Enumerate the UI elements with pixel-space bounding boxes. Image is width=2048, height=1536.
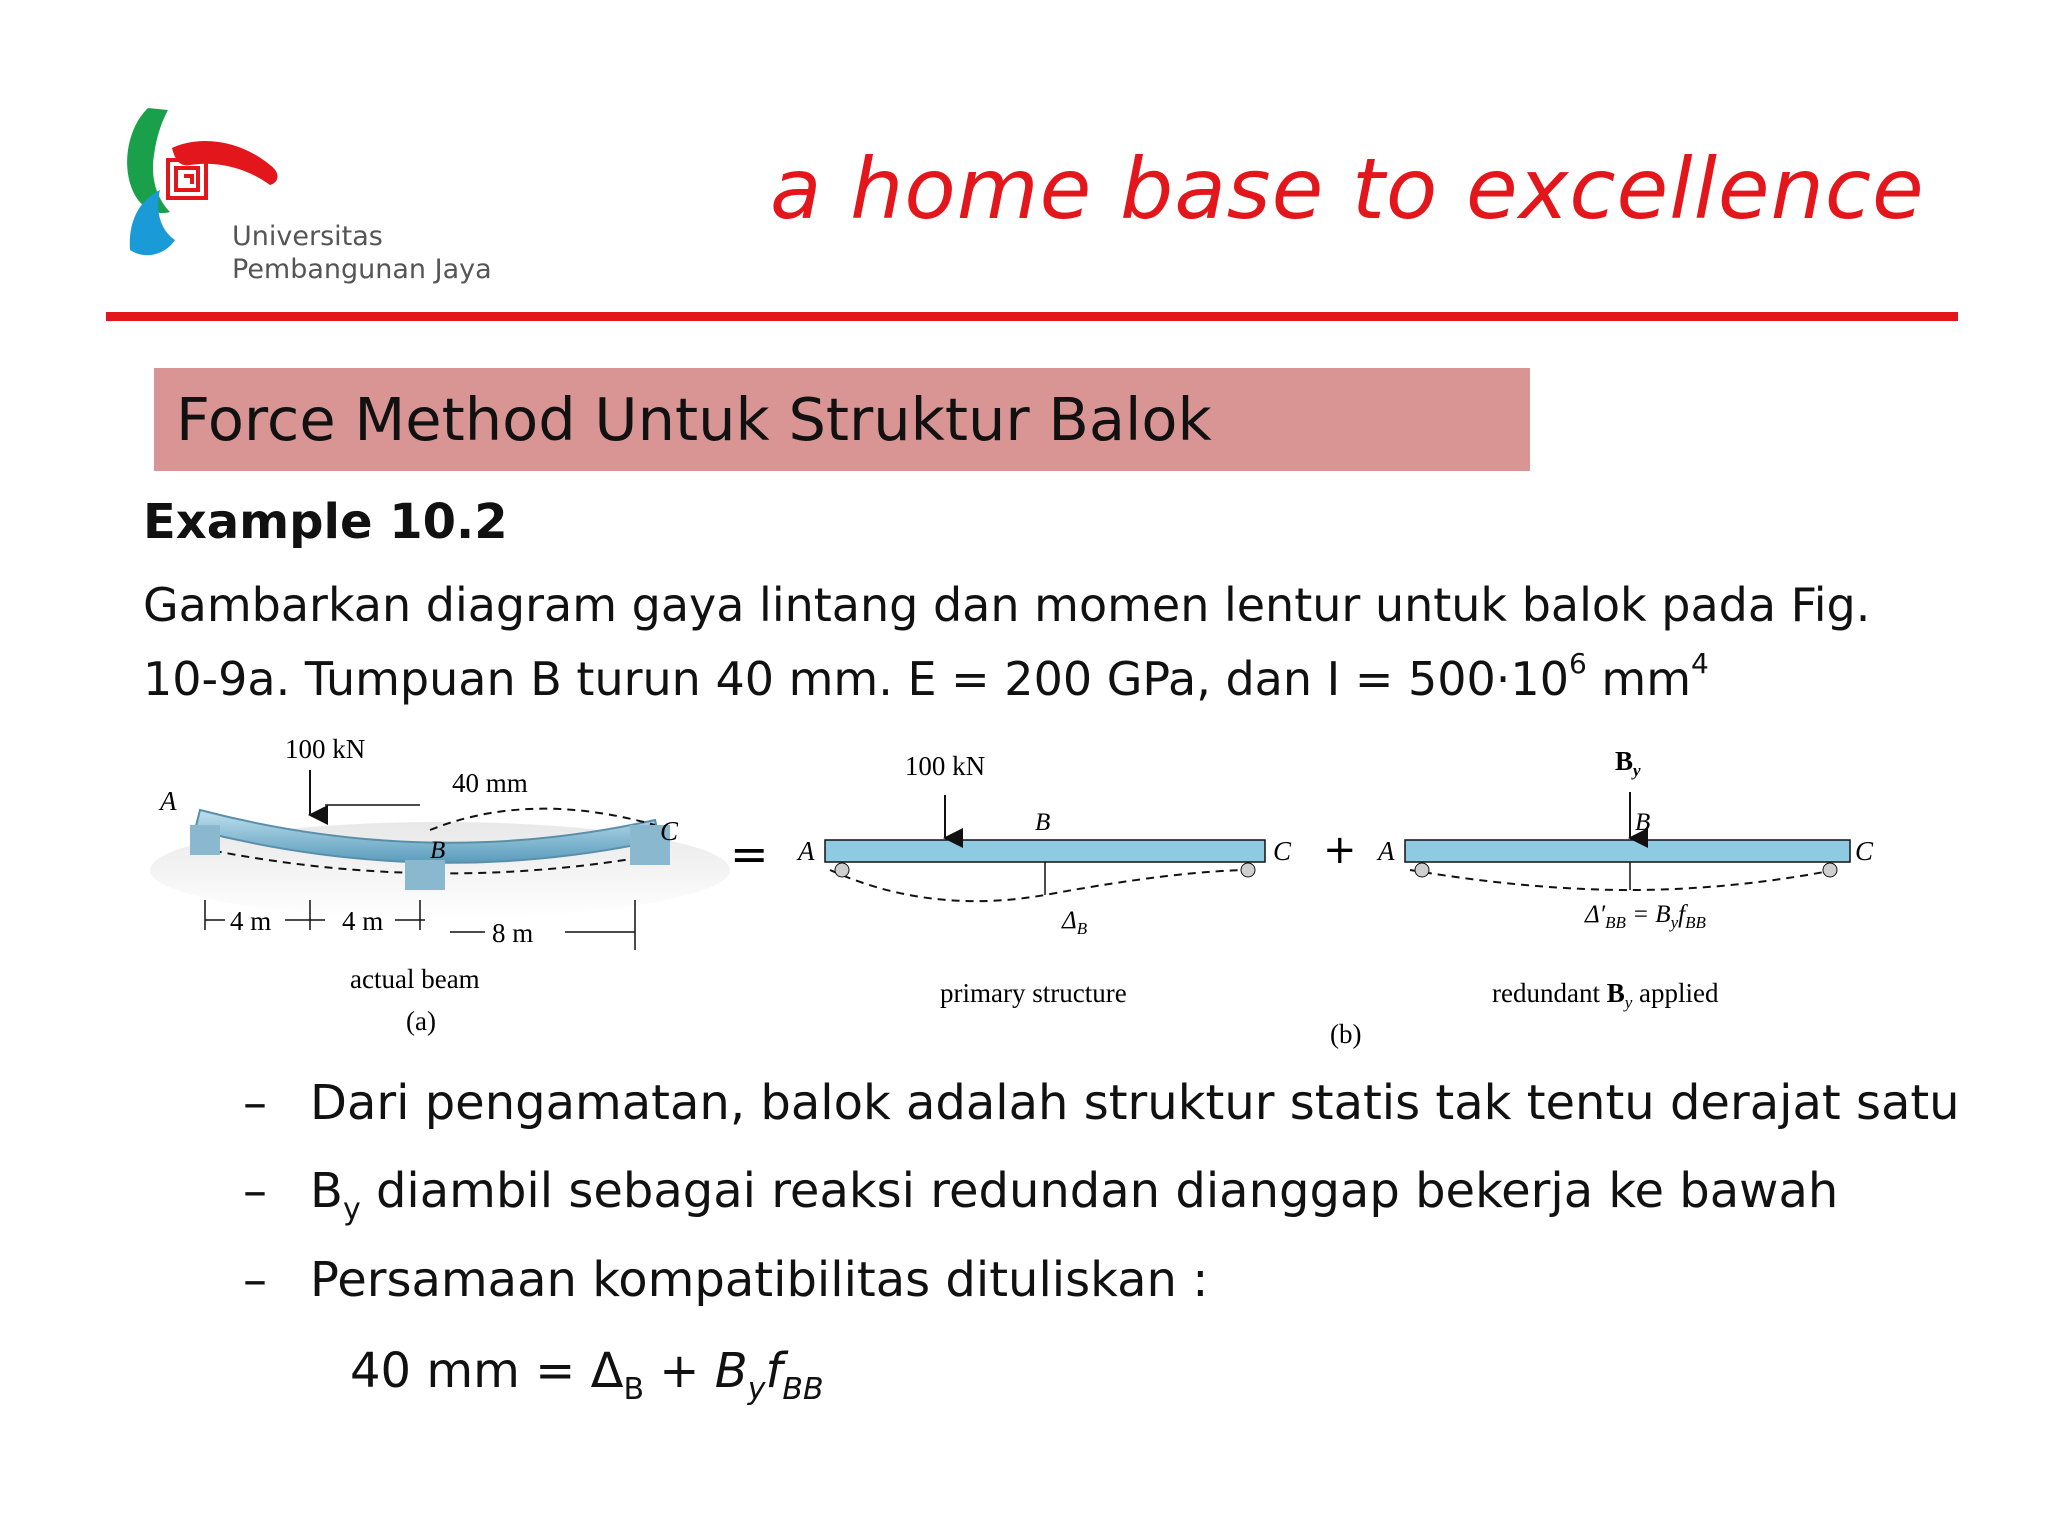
equation-lhs: 40 mm = (350, 1343, 591, 1399)
compatibility-equation (350, 1343, 824, 1407)
primary-deflection (830, 870, 1255, 901)
primary-support-a (835, 863, 849, 877)
label-c-actual: C (660, 816, 679, 846)
bullet-2-text: diambil sebagai reaksi redundan dianggap bekerja ke bawah (360, 1163, 1839, 1219)
logo-line-2: Pembangunan Jaya (232, 254, 492, 285)
problem-line-1: Gambarkan diagram gaya lintang dan momen lentur untuk balok pada Fig. (143, 578, 1871, 632)
label-a-primary: A (798, 836, 815, 866)
label-force-by: $B_y$ (1615, 746, 1641, 780)
beam-figure (130, 730, 1930, 1060)
support-a (190, 825, 220, 855)
label-c-primary: C (1273, 836, 1292, 866)
label-delta-b: $\Delta_B$ (1062, 907, 1088, 938)
label-b-actual: B (430, 837, 446, 864)
bullet-2 (310, 1163, 1838, 1227)
bullet-dash-3: – (243, 1252, 267, 1308)
f-term: f (765, 1343, 783, 1399)
delta-subscript: B (623, 1372, 645, 1407)
by-subscript: y (342, 1192, 361, 1227)
caption-primary-structure: primary structure (940, 978, 1127, 1008)
redundant-beam (1405, 840, 1850, 862)
label-c-redundant: C (1855, 836, 1874, 866)
delta-symbol: Δ (590, 1343, 624, 1399)
logo-line-1: Universitas (232, 221, 383, 252)
bullet-dash-2: – (243, 1163, 267, 1219)
tagline: a home base to excellence (770, 140, 1925, 238)
bullet-3: Persamaan kompatibilitas dituliskan : (310, 1252, 1209, 1308)
f-term-subscript: BB (782, 1372, 824, 1407)
header-divider (106, 312, 1958, 321)
redundant-support-a (1415, 863, 1429, 877)
label-dim-3: 8 m (492, 918, 534, 948)
equals-sign: = (730, 827, 769, 881)
label-a-actual: A (160, 786, 177, 816)
primary-support-c (1241, 863, 1255, 877)
support-b (405, 860, 445, 890)
redundant-deflection (1410, 870, 1835, 890)
by-term-subscript: y (747, 1372, 766, 1407)
bullet-1: Dari pengamatan, balok adalah struktur statis tak tentu derajat satu (310, 1075, 1960, 1131)
tag-a: (a) (406, 1006, 436, 1036)
label-delta-bb: $\Delta'_{BB} = B_yf_{BB}$ (1585, 901, 1706, 932)
logo-wordmark (232, 220, 492, 286)
by-symbol: B (310, 1163, 343, 1219)
redundant-panel (1376, 746, 1874, 1012)
primary-structure-panel (796, 751, 1292, 1008)
label-b-redundant: B (1635, 809, 1651, 836)
bullet-dash-1: – (243, 1075, 267, 1131)
redundant-support-c (1823, 863, 1837, 877)
exponent-4: 4 (1691, 647, 1709, 680)
equation-plus: + (644, 1343, 715, 1399)
label-a-redundant: A (1378, 836, 1395, 866)
label-load-a: 100 kN (285, 734, 366, 764)
slide-title: Force Method Untuk Struktur Balok (176, 385, 1212, 454)
plus-sign: + (1323, 827, 1357, 873)
tag-b: (b) (1330, 1019, 1362, 1049)
primary-beam (825, 840, 1265, 862)
label-settlement: 40 mm (452, 768, 528, 798)
label-dim-2: 4 m (342, 906, 384, 936)
caption-redundant: redundant $B_y$ applied (1492, 978, 1719, 1012)
by-term: B (714, 1343, 748, 1399)
label-dim-1: 4 m (230, 906, 272, 936)
example-heading: Example 10.2 (143, 494, 508, 550)
label-b-primary: B (1035, 809, 1051, 836)
problem-line-2-text: 10-9a. Tumpuan B turun 40 mm. E = 200 GPa, dan I = 500·10 (143, 652, 1569, 706)
caption-actual-beam: actual beam (350, 964, 480, 994)
exponent-6: 6 (1568, 647, 1587, 680)
problem-line-2 (143, 647, 1709, 706)
actual-beam-panel (150, 734, 730, 1036)
label-load-primary: 100 kN (904, 751, 986, 781)
problem-unit: mm (1586, 652, 1692, 706)
